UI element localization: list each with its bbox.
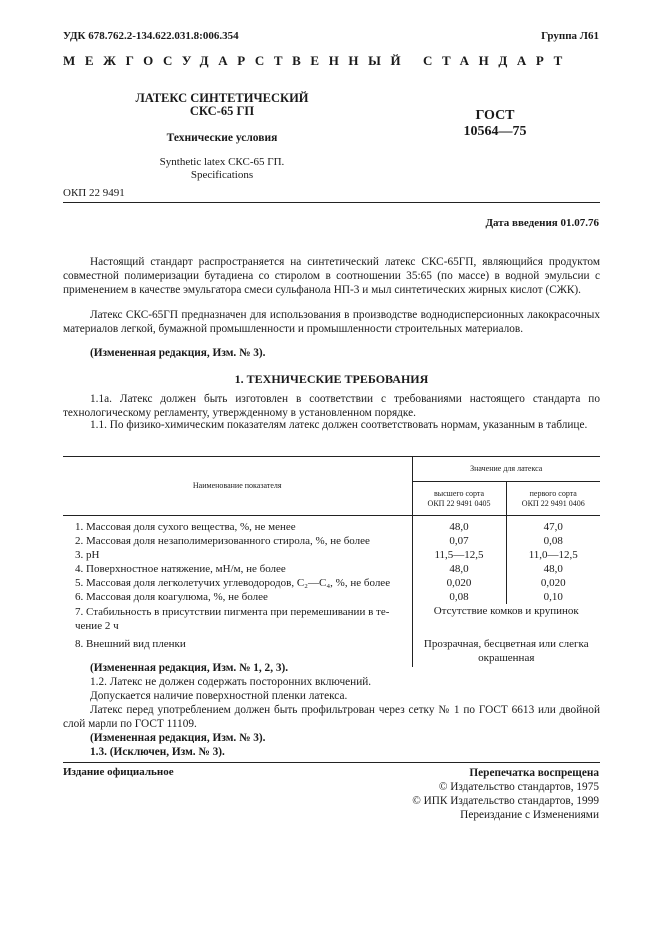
row-top-grade-value: 48,0 [412, 516, 506, 535]
paragraph-1-1: 1.1. По физико-химическим показателям латекс должен соответствовать нормам, указанным в таблице. [90, 419, 588, 431]
paragraph-1-2: 1.2. Латекс не должен содержать посторонних включений. [90, 676, 372, 688]
paragraph-scope: Настоящий стандарт распространяется на синтетический латекс СКС-65ГП, являющийся продуктом совместной полимеризации бутадиена со стиролом в соотношении 35:65 (по массе) в водной эмульсии с применением в качестве эмульгатора смеси сульфанола НП-3 и мыл синтетических жирных кислот (СЖК). [63, 256, 600, 296]
official-edition: Издание официальное [63, 766, 174, 778]
group-code: Группа Л61 [541, 30, 599, 42]
table-row [63, 590, 600, 604]
row-top-grade-value: 11,5—12,5 [412, 548, 506, 562]
english-title-line-2: Specifications [190, 169, 254, 181]
gost-number: 10564—75 [463, 124, 527, 139]
reissue-note: Переиздание с Изменениями [460, 809, 599, 821]
udk-code: УДК 678.762.2-134.622.031.8:006.354 [63, 30, 239, 42]
header-value: Значение для латекса [412, 457, 600, 482]
row-first-grade-value: 11,0—12,5 [506, 548, 600, 562]
header-indicator-name: Наименование показателя [63, 457, 412, 516]
section-heading: 1. ТЕХНИЧЕСКИЕ ТРЕБОВАНИЯ [234, 372, 429, 386]
table-row [63, 548, 600, 562]
intro-date: Дата введения 01.07.76 [485, 217, 599, 229]
row-first-grade-value: 0,10 [506, 590, 600, 604]
header-first-grade [506, 482, 600, 516]
copyright-1999: © ИПК Издательство стандартов, 1999 [412, 795, 599, 807]
row-first-grade-value: 0,08 [506, 534, 600, 548]
row-name: 2. Массовая доля незаполимеризованного стирола, %, не более [75, 535, 370, 547]
title-line-1: ЛАТЕКС СИНТЕТИЧЕСКИЙ [135, 91, 309, 105]
amendment-note-3: (Измененная редакция, Изм. № 3). [90, 732, 266, 744]
row-name: 1. Массовая доля сухого вещества, %, не менее [75, 521, 296, 533]
row-name: 6. Массовая доля коагулюма, %, не более [75, 591, 268, 603]
title-line-2: СКС-65 ГП [189, 104, 255, 118]
paragraph-1-3: 1.3. (Исключен, Изм. № 3). [90, 746, 225, 758]
table-row [63, 562, 600, 576]
paragraph-purpose: Латекс СКС-65ГП предназначен для использования в производстве воднодисперсионных лакокрасочных материалов легкой, бумажной промышленности и промышленности строительных материалов. [63, 309, 600, 335]
copyright-1975: © Издательство стандартов, 1975 [438, 781, 599, 793]
row-7-name-line-2: чение 2 ч [75, 620, 119, 632]
row-name: 3. pH [75, 549, 100, 561]
header-first-grade-okp: ОКП 22 9491 0406 [521, 498, 585, 508]
paragraph-film: Допускается наличие поверхностной пленки латекса. [90, 690, 348, 702]
row-7-name-line-1: 7. Стабильность в присутствии пигмента при перемешивании в те- [75, 606, 390, 618]
header-top-grade-label: высшего сорта [433, 488, 485, 498]
row-8-value-line-1: Прозрачная, бесцветная или слегка [423, 638, 589, 650]
banner-interstate-standard: МЕЖГОСУДАРСТВЕННЫЙ СТАНДАРТ [63, 53, 572, 68]
row-first-grade-value: 48,0 [506, 562, 600, 576]
table-row-7-value: Отсутствие комков и крупинок [412, 604, 600, 633]
paragraph-filter: Латекс перед употреблением должен быть профильтрован через сетку № 1 по ГОСТ 6613 или двойной слой марли по ГОСТ 11109. [63, 704, 600, 730]
paragraph-1-1a: 1.1а. Латекс должен быть изготовлен в соответствии с требованиями настоящего стандарта по технологическому регламенту, утвержденному в установленном порядке. [63, 393, 600, 419]
row-name: 5. Массовая доля легколетучих углеводородов, C₂—C₄, %, не более [75, 577, 391, 589]
row-first-grade-value: 47,0 [506, 516, 600, 535]
row-first-grade-value: 0,020 [506, 576, 600, 590]
amendment-note-2: (Измененная редакция, Изм. № 1, 2, 3). [90, 662, 289, 674]
gost-block [440, 108, 550, 140]
header-top-grade [412, 482, 506, 516]
table-row [63, 534, 600, 548]
english-title [122, 156, 322, 182]
header-first-grade-label: первого сорта [529, 488, 577, 498]
row-top-grade-value: 0,07 [412, 534, 506, 548]
row-top-grade-value: 48,0 [412, 562, 506, 576]
okp-code: ОКП 22 9491 [63, 187, 125, 199]
reprint-forbidden: Перепечатка воспрещена [469, 767, 599, 779]
row-top-grade-value: 0,020 [412, 576, 506, 590]
table-row-8-name: 8. Внешний вид пленки [75, 638, 186, 650]
table-row [63, 516, 600, 535]
subtitle: Технические условия [166, 132, 278, 144]
footer-divider [63, 762, 600, 763]
row-name: 4. Поверхностное натяжение, мН/м, не более [75, 563, 286, 575]
amendment-note-1: (Измененная редакция, Изм. № 3). [90, 347, 266, 359]
title-block [122, 92, 322, 182]
english-title-line-1: Synthetic latex СКС-65 ГП. [159, 156, 285, 168]
gost-label: ГОСТ [475, 108, 515, 123]
header-top-grade-okp: ОКП 22 9491 0405 [427, 498, 491, 508]
table-row [63, 576, 600, 590]
divider [63, 202, 600, 203]
requirements-table [63, 456, 600, 667]
row-8-value-line-2: окрашенная [478, 652, 535, 664]
table-row-7-name [63, 604, 412, 633]
row-top-grade-value: 0,08 [412, 590, 506, 604]
